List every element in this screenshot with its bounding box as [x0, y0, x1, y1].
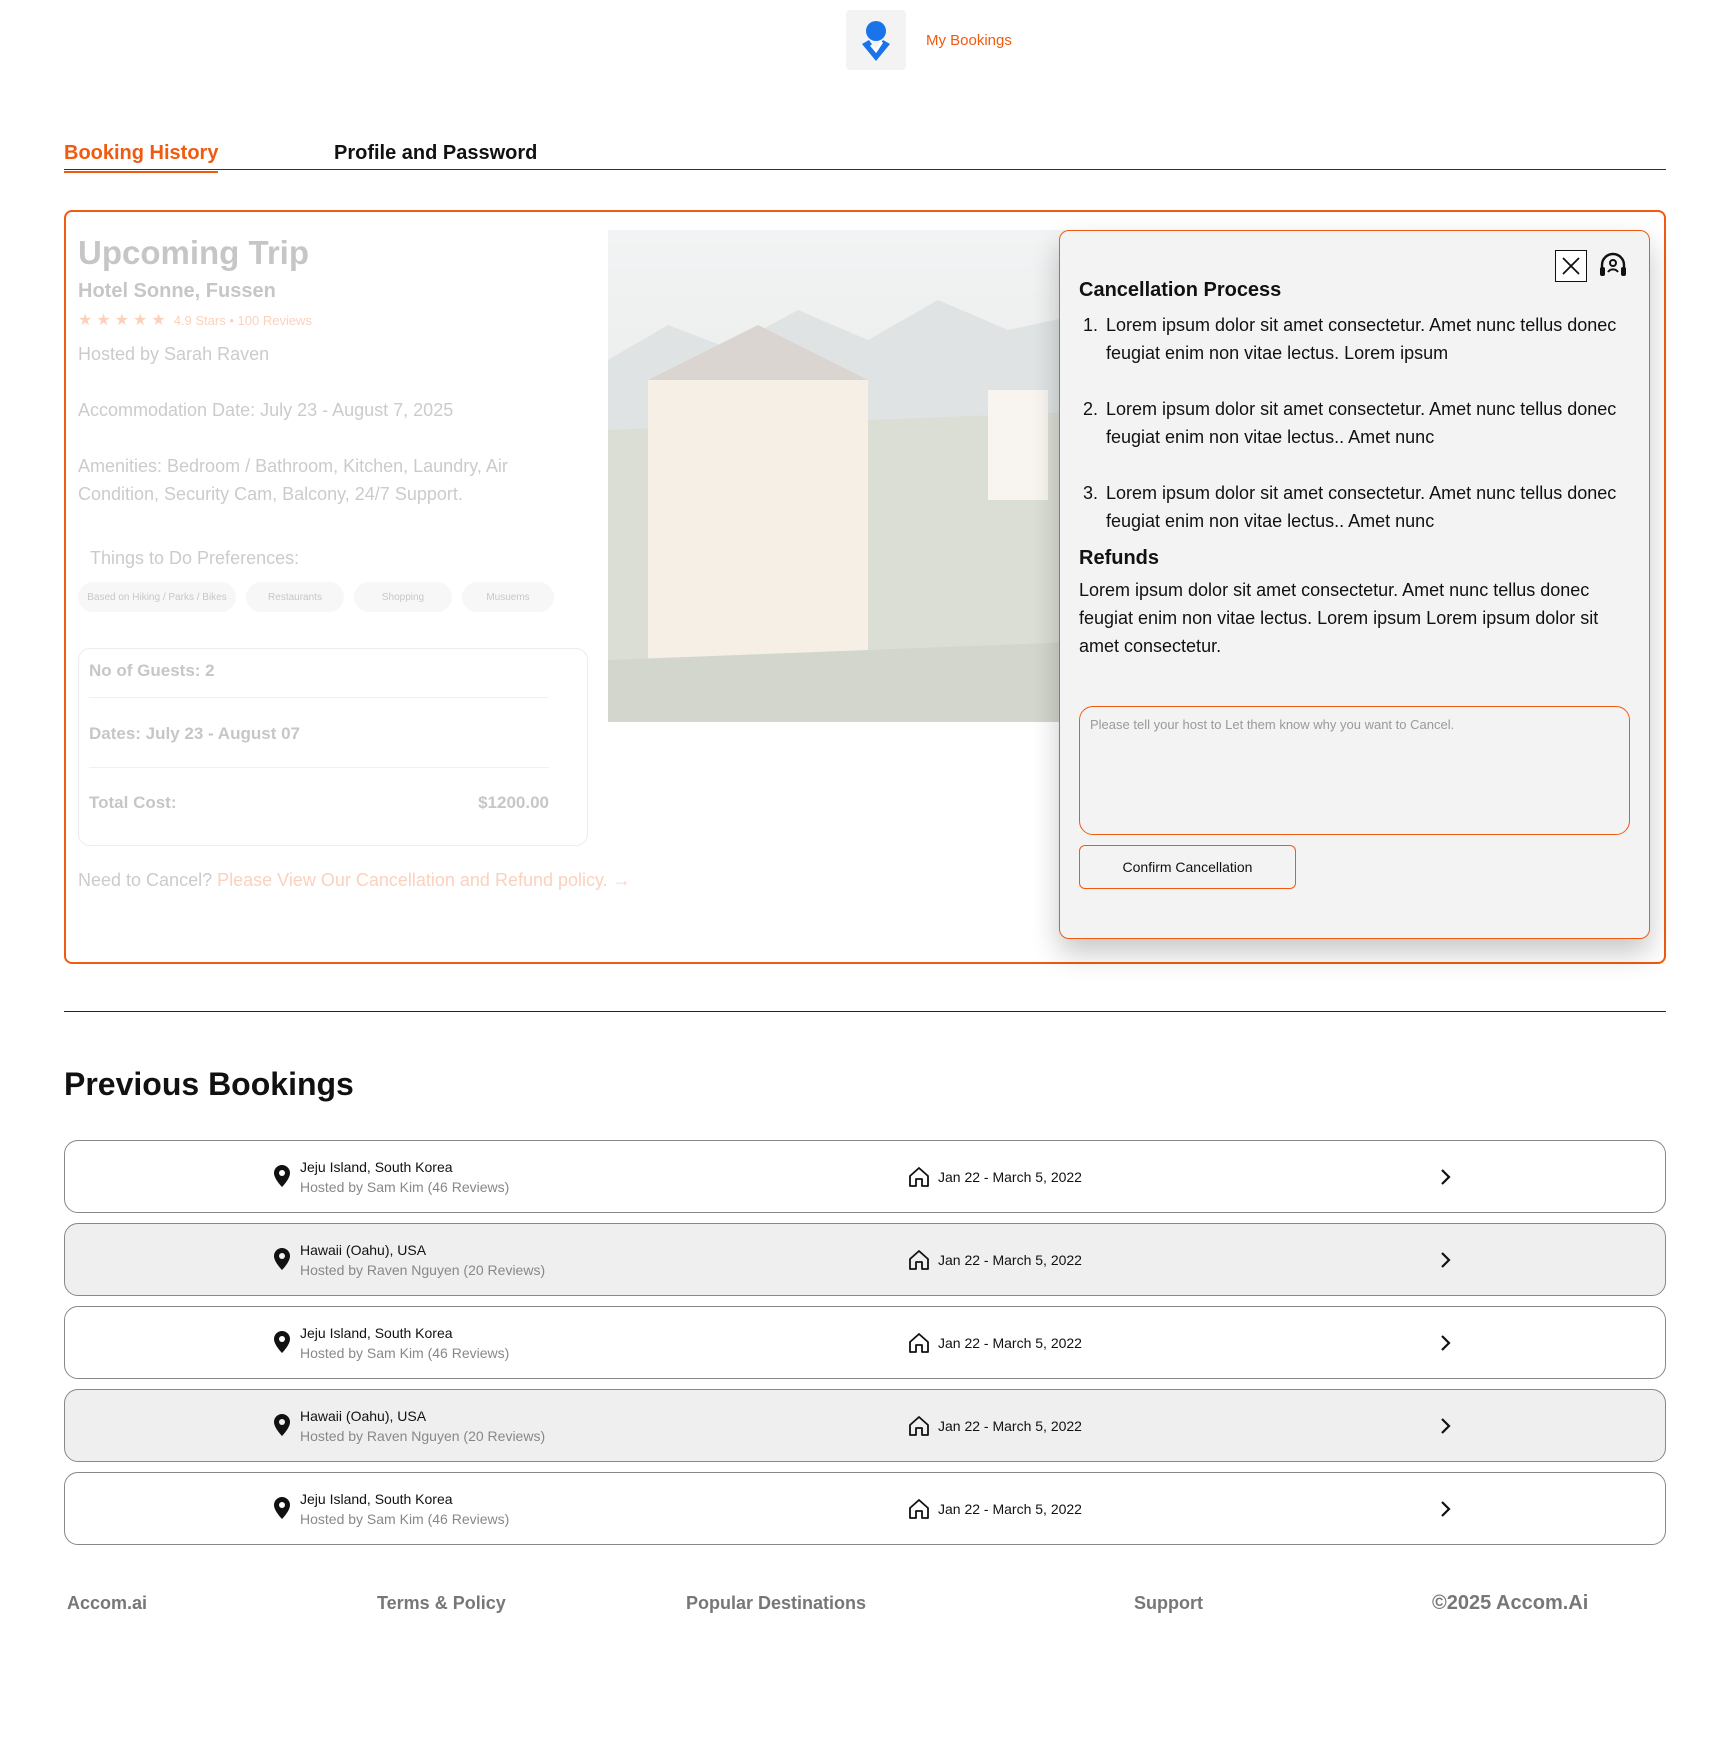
booking-location: Hawaii (Oahu), USA	[300, 1242, 427, 1258]
booking-summary	[78, 648, 588, 846]
table-row[interactable]	[64, 1472, 1666, 1545]
upcoming-trip-title: Upcoming Trip	[78, 234, 309, 271]
chip-hiking[interactable]: Based on Hiking / Parks / Bikes	[78, 582, 236, 612]
location-pin-icon	[274, 1497, 290, 1519]
chevron-right-icon[interactable]	[1435, 1416, 1455, 1436]
home-icon	[908, 1332, 930, 1354]
chevron-right-icon[interactable]	[1435, 1250, 1455, 1270]
footer-terms-link[interactable]: Terms & Policy	[377, 1593, 506, 1613]
total-cost	[89, 793, 549, 813]
location-pin-icon	[274, 1414, 290, 1436]
footer-destinations-link[interactable]: Popular Destinations	[686, 1593, 867, 1613]
cancellation-reason-input[interactable]	[1079, 706, 1630, 835]
booking-host: Hosted by Sam Kim (46 Reviews)	[300, 1345, 510, 1361]
table-row[interactable]	[64, 1306, 1666, 1379]
hotel-name: Hotel Sonne, Fussen	[78, 280, 276, 302]
chevron-right-icon[interactable]	[1435, 1333, 1455, 1353]
tab-booking-history[interactable]: Booking History	[64, 142, 219, 164]
list-item: 2. Lorem ipsum dolor sit amet consectetur. Amet nunc tellus donec feugiat enim non vitae lectus.. Amet nunc	[1082, 399, 1617, 447]
chip-restaurants[interactable]: Restaurants	[246, 582, 344, 612]
top-header	[846, 10, 1012, 70]
location-pin-check-icon	[859, 18, 893, 62]
cancellation-policy-link[interactable]: Please View Our Cancellation and Refund policy. →	[217, 870, 631, 890]
booking-host: Hosted by Sam Kim (46 Reviews)	[300, 1511, 510, 1527]
footer-brand[interactable]: Accom.ai	[67, 1593, 148, 1613]
host-name: Hosted by Sarah Raven	[78, 344, 270, 364]
chevron-right-icon[interactable]	[1435, 1167, 1455, 1187]
close-button[interactable]	[1555, 250, 1587, 282]
rating-text: 4.9 Stars • 100 Reviews	[173, 312, 312, 328]
accommodation-date: Accommodation Date: July 23 - August 7, 2025	[78, 400, 454, 420]
booking-dates: Jan 22 - March 5, 2022	[938, 1418, 1082, 1434]
my-bookings-link[interactable]: My Bookings	[926, 31, 1012, 49]
guest-count: No of Guests: 2	[89, 661, 215, 680]
amenities: Amenities: Bedroom / Bathroom, Kitchen, Laundry, Air Condition, Security Cam, Balcony, 24/7 Support.	[78, 456, 508, 504]
chip-museums[interactable]: Musuems	[462, 582, 554, 612]
support-button[interactable]	[1597, 250, 1629, 282]
booking-host: Hosted by Sam Kim (46 Reviews)	[300, 1179, 510, 1195]
rating	[78, 310, 312, 330]
confirm-cancellation-button[interactable]: Confirm Cancellation	[1079, 845, 1296, 889]
total-cost-value: $1200.00	[478, 793, 549, 812]
headset-support-icon	[1597, 250, 1629, 282]
table-row[interactable]	[64, 1223, 1666, 1296]
chevron-right-icon[interactable]	[1435, 1499, 1455, 1519]
refunds-heading: Refunds	[1079, 547, 1159, 569]
table-row[interactable]	[64, 1389, 1666, 1462]
home-icon	[908, 1498, 930, 1520]
tab-profile-and-password[interactable]: Profile and Password	[334, 142, 538, 164]
booking-dates: Jan 22 - March 5, 2022	[938, 1169, 1082, 1185]
location-pin-icon	[274, 1331, 290, 1353]
location-pin-icon	[274, 1165, 290, 1187]
home-icon	[908, 1249, 930, 1271]
cancel-prompt	[78, 870, 631, 891]
table-row[interactable]	[64, 1140, 1666, 1213]
booking-location: Jeju Island, South Korea	[300, 1159, 453, 1175]
chip-shopping[interactable]: Shopping	[354, 582, 452, 612]
preference-chips	[78, 582, 554, 612]
total-cost-label: Total Cost:	[89, 793, 177, 812]
home-icon	[908, 1166, 930, 1188]
list-item: 3. Lorem ipsum dolor sit amet consectetur. Amet nunc tellus donec feugiat enim non vitae lectus.. Amet nunc	[1082, 483, 1617, 531]
need-cancel-text: Need to Cancel?	[78, 870, 213, 890]
summary-divider	[89, 767, 549, 768]
booking-host: Hosted by Raven Nguyen (20 Reviews)	[300, 1428, 546, 1444]
booking-location: Jeju Island, South Korea	[300, 1491, 453, 1507]
booking-dates: Jan 22 - March 5, 2022	[938, 1335, 1082, 1351]
cancellation-process-heading: Cancellation Process	[1079, 279, 1282, 301]
booking-dates: Jan 22 - March 5, 2022	[938, 1501, 1082, 1517]
booking-host: Hosted by Raven Nguyen (20 Reviews)	[300, 1262, 546, 1278]
star-icons: ★★★★★	[78, 312, 170, 329]
booking-dates: Jan 22 - March 5, 2022	[938, 1252, 1082, 1268]
tab-bar	[64, 142, 1666, 170]
summary-divider	[89, 697, 549, 698]
booking-location: Jeju Island, South Korea	[300, 1325, 453, 1341]
cancellation-steps	[1079, 311, 1629, 563]
things-to-do-label: Things to Do Preferences:	[90, 548, 300, 568]
previous-bookings-title: Previous Bookings	[64, 1066, 354, 1102]
location-pin-icon	[274, 1248, 290, 1270]
footer-copyright: ©2025 Accom.Ai	[1432, 1592, 1589, 1614]
footer-support-link[interactable]: Support	[1134, 1593, 1203, 1613]
summary-dates: Dates: July 23 - August 07	[89, 724, 300, 743]
list-item: 1. Lorem ipsum dolor sit amet consectetur. Amet nunc tellus donec feugiat enim non vitae lectus. Lorem ipsum	[1082, 315, 1617, 363]
close-icon	[1561, 256, 1581, 276]
booking-location: Hawaii (Oahu), USA	[300, 1408, 427, 1424]
cancellation-modal	[1059, 230, 1650, 939]
hotel-photo	[608, 230, 1128, 722]
section-divider	[64, 1011, 1666, 1012]
home-icon	[908, 1415, 930, 1437]
logo[interactable]	[846, 10, 906, 70]
refunds-text: Lorem ipsum dolor sit amet consectetur. Amet nunc tellus donec feugiat enim non vitae lectus. Lorem ipsum Lorem ipsum dolor sit amet consectetur.	[1079, 580, 1599, 656]
